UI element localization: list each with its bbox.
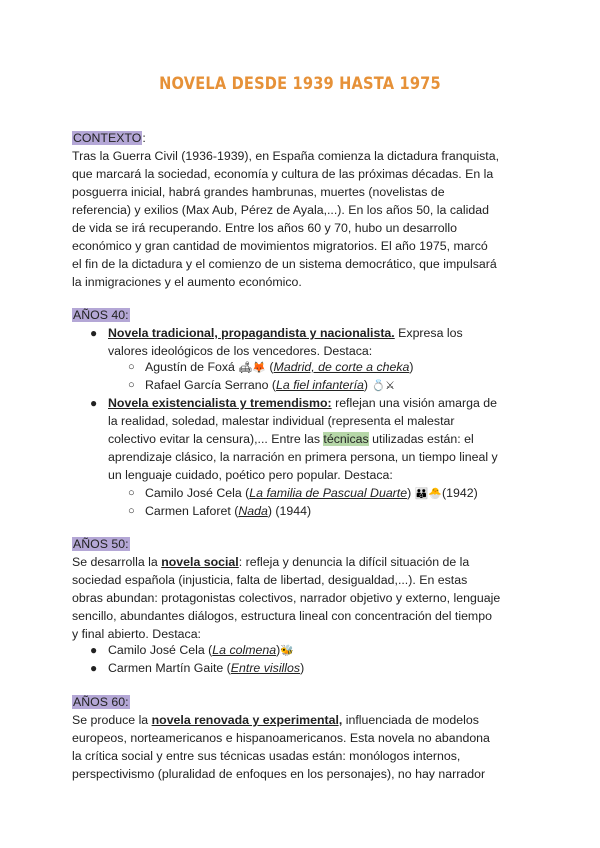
- family-chick-icon: 👪🐣: [414, 487, 443, 500]
- anos40-line: aprendizaje clásico, la narración en primera persona, un tiempo lineal y: [108, 450, 498, 464]
- novela-renovada-term: novela renovada y experimental,: [151, 713, 343, 727]
- existencialista-title: Novela existencialista y tremendismo:: [108, 396, 332, 410]
- page-title: NOVELA DESDE 1939 HASTA 1975: [159, 74, 441, 94]
- anos50-heading-line: [72, 536, 532, 554]
- tradicional-title: Novela tradicional, propagandista y nacionalista.: [108, 326, 395, 340]
- tecnicas-highlight: técnicas: [323, 432, 369, 446]
- sub-bullet-icon: ○: [128, 379, 135, 391]
- sub-bullet-icon: ○: [128, 505, 135, 517]
- anos40-line: un lenguaje cuidado, poético pero popular. Destaca:: [108, 468, 393, 482]
- anos50-heading: AÑOS 50:: [73, 537, 129, 551]
- work-title: Entre visillos: [230, 661, 301, 675]
- anos60-line: europeos, norteamericanos e hispanoamericanos. Esta novela no abandona: [72, 731, 490, 745]
- work-title: Nada: [238, 504, 268, 518]
- sub-bullet-icon: ○: [128, 487, 135, 499]
- anos40-heading: AÑOS 40:: [73, 308, 129, 322]
- bullet-icon: ●: [90, 326, 98, 340]
- anos40-heading-line: [72, 307, 532, 325]
- cela-colmena-item: Camilo José Cela (La colmena)🐝: [108, 643, 294, 657]
- anos50-line: y final abierto. Destaca:: [72, 627, 201, 641]
- bullet-icon: ●: [90, 643, 98, 657]
- anos50-line: sencillo, abundantes diálogos, estructura lineal con concentración del tiempo: [72, 609, 492, 623]
- anos60-line: perspectivismo (pluralidad de enfoques en los personajes), no hay narrador: [72, 767, 486, 781]
- anos50-line: sociedad española (injusticia, falta de libertad, desigualdad,...). En estas: [72, 573, 468, 587]
- ring-swords-icon: 💍⚔: [371, 379, 395, 392]
- cela-pascual-item: Camilo José Cela (La familia de Pascual Duarte) 👪🐣(1942): [145, 486, 478, 500]
- anos60-line: Se produce la novela renovada y experimental, influenciada de modelos: [72, 713, 479, 727]
- contexto-line: posguerra inicial, habrá grandes hambrunas, muertes (novelistas de: [72, 185, 445, 199]
- contexto-line: de vida se irá recuperando. Entre los años 60 y 70, hubo un desarrollo: [72, 221, 457, 235]
- contexto-heading: CONTEXTO: [73, 131, 142, 145]
- martin-gaite-item: Carmen Martín Gaite (Entre visillos): [108, 661, 305, 675]
- anos40-item-tradicional: Novela tradicional, propagandista y nacionalista. Expresa los: [108, 326, 463, 340]
- contexto-heading-line: CONTEXTO:: [73, 131, 146, 145]
- anos60-heading: AÑOS 60:: [73, 695, 129, 709]
- contexto-line: la inmigraciones y el aumento económico.: [72, 275, 302, 289]
- garcia-serrano-item: Rafael García Serrano (La fiel infantería) 💍⚔: [145, 378, 395, 392]
- work-title: La familia de Pascual Duarte: [249, 486, 408, 500]
- foxa-item: Agustín de Foxá 🛋🦊 (Madrid, de corte a cheka): [145, 360, 414, 374]
- laforet-item: Carmen Laforet (Nada) (1944): [145, 504, 312, 518]
- work-title: Madrid, de corte a cheka: [273, 360, 410, 374]
- anos40-line: valores ideológicos de los vencedores. Destaca:: [108, 344, 373, 358]
- novela-social-term: novela social: [161, 555, 239, 569]
- anos40-line: colectivo evitar la censura),... Entre las técnicas utilizadas están: el: [108, 432, 474, 446]
- contexto-line: el fin de la dictadura y el comienzo de un sistema democrático, que impulsará: [72, 257, 497, 271]
- anos40-line: la realidad, soledad, malestar individual (representa el malestar: [108, 414, 455, 428]
- bullet-icon: ●: [90, 661, 98, 675]
- anos50-line: Se desarrolla la novela social: refleja y denuncia la difícil situación de la: [72, 555, 470, 569]
- bullet-icon: ●: [90, 396, 98, 410]
- sub-bullet-icon: ○: [128, 361, 135, 373]
- contexto-line: que marcará la sociedad, economía y cultura de las próximas décadas. En la: [72, 167, 494, 181]
- contexto-line: referencia) y exilios (Max Aub, Pérez de Ayala,...). En los años 50, la calidad: [72, 203, 489, 217]
- work-title: La colmena: [212, 643, 277, 657]
- couch-fox-icon: 🛋🦊: [238, 361, 266, 374]
- work-title: La fiel infantería: [276, 378, 364, 392]
- contexto-line: económico y gran cantidad de movimientos migratorios. El año 1975, marcó: [72, 239, 488, 253]
- anos60-line: la crítica social y entre sus técnicas usadas están: monólogos internos,: [72, 749, 461, 763]
- bee-icon: 🐝: [280, 644, 294, 657]
- anos60-heading-line: [72, 694, 532, 712]
- contexto-line: Tras la Guerra Civil (1936-1939), en España comienza la dictadura franquista,: [72, 149, 499, 163]
- anos40-item-existencialista: Novela existencialista y tremendismo: reflejan una visión amarga de: [108, 396, 498, 410]
- anos50-line: obras abundan: protagonistas colectivos, narrador objetivo y externo, lenguaje: [72, 591, 501, 605]
